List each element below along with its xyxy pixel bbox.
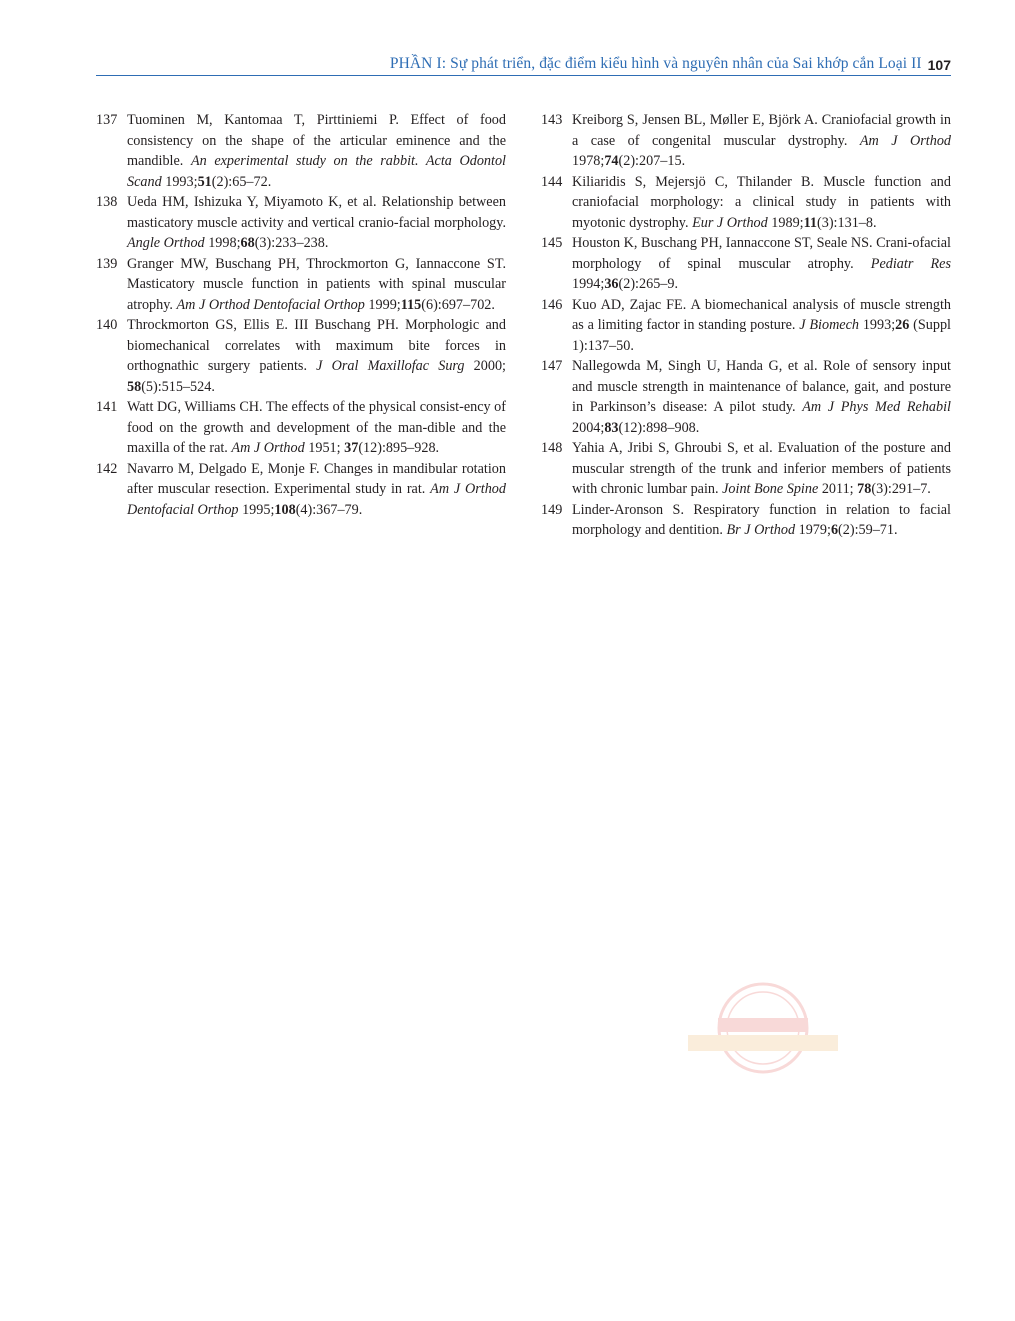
- reference-segment: 2011;: [818, 481, 858, 497]
- reference-number: 147: [541, 358, 563, 374]
- volume-number: 11: [803, 214, 818, 231]
- reference-segment: Houston K, Buschang PH, Iannaccone ST, Seale NS. Crani-ofacial morphology of spinal muscular atrophy.: [572, 235, 951, 272]
- volume-number: 83: [604, 419, 619, 436]
- volume-number: 68: [240, 235, 255, 251]
- chapter-title: PHẦN I: Sự phát triển, đặc điểm kiểu hình và nguyên nhân của Sai khớp cắn Loại II: [389, 55, 922, 72]
- reference-segment: (6):697–702.: [421, 296, 495, 313]
- reference-segment: (Suppl 1):137–50.: [572, 317, 951, 354]
- reference-number: 138: [96, 194, 118, 210]
- reference-item: [96, 397, 506, 459]
- reference-text: [572, 295, 951, 357]
- reference-segment: Nallegowda M, Singh U, Handa G, et al. Role of sensory input and muscle strength in maintenance of balance, gait, and posture in Parkinson’s disease: A pilot study.: [572, 358, 951, 415]
- volume-number: 37: [344, 440, 359, 456]
- reference-item: [541, 500, 951, 541]
- reference-item: [541, 233, 951, 295]
- reference-item: [96, 192, 506, 254]
- reference-number: 146: [541, 296, 563, 313]
- reference-segment: (3):291–7.: [871, 481, 931, 497]
- reference-segment: 1979;: [795, 522, 831, 538]
- reference-segment: (12):898–908.: [618, 419, 700, 436]
- reference-segment: 1993;: [859, 317, 896, 333]
- volume-number: 108: [274, 501, 296, 518]
- journal-name: An experimental study on the rabbit. Acta Odontol Scand: [127, 153, 506, 190]
- reference-segment: Tuominen M, Kantomaa T, Pirttiniemi P. Effect of food consistency on the shape of the articular eminence and the mandible.: [127, 112, 506, 169]
- volume-number: 78: [857, 481, 872, 497]
- reference-segment: 1951;: [304, 440, 345, 456]
- reference-number: 144: [541, 173, 563, 190]
- reference-number: 148: [541, 440, 563, 456]
- volume-number: 36: [604, 276, 619, 292]
- reference-segment: (3):131–8.: [817, 214, 877, 231]
- reference-segment: (2):65–72.: [211, 173, 272, 190]
- reference-segment: 1993;: [161, 173, 198, 190]
- volume-number: 26: [895, 317, 910, 333]
- reference-segment: 1989;: [767, 214, 804, 231]
- reference-number: 149: [541, 501, 563, 518]
- reference-text: [127, 192, 506, 254]
- journal-name: Br J Orthod: [726, 522, 796, 538]
- reference-segment: Granger MW, Buschang PH, Throckmorton G, Iannaccone ST. Masticatory muscle function in patients with spinal muscular atrophy.: [127, 255, 506, 313]
- reference-number: 143: [541, 112, 563, 128]
- reference-text: [127, 254, 506, 316]
- reference-item: [541, 356, 951, 438]
- reference-number: 139: [96, 255, 118, 272]
- volume-number: 58: [127, 378, 142, 395]
- volume-number: 115: [400, 296, 422, 313]
- reference-segment: Kuo AD, Zajac FE. A biomechanical analysis of muscle strength as a limiting factor in standing posture.: [572, 296, 951, 333]
- reference-text: [127, 110, 506, 192]
- reference-number: 145: [541, 235, 563, 251]
- reference-item: [541, 438, 951, 500]
- reference-number: 142: [96, 460, 118, 477]
- reference-text: [572, 356, 951, 438]
- reference-number: 140: [96, 317, 118, 333]
- journal-name: Pediatr Res: [870, 255, 951, 272]
- reference-segment: Watt DG, Williams CH. The effects of the physical consist-ency of food on the growth and development of the man-dible and the maxilla of the rat.: [127, 399, 506, 456]
- volume-number: 51: [197, 173, 212, 190]
- reference-segment: 2000;: [464, 358, 506, 374]
- reference-segment: (2):59–71.: [838, 522, 898, 538]
- journal-name: Am J Orthod: [231, 440, 305, 456]
- reference-item: [96, 459, 506, 521]
- reference-segment: 1998;: [204, 235, 241, 251]
- reference-item: [541, 172, 951, 234]
- watermark-stamp-icon: [688, 980, 838, 1080]
- journal-name: J Biomech: [799, 317, 859, 333]
- reference-number: 137: [96, 112, 118, 128]
- reference-text: [127, 397, 506, 459]
- journal-name: Am J Phys Med Rehabil: [802, 399, 951, 415]
- reference-segment: Yahia A, Jribi S, Ghroubi S, et al. Evaluation of the posture and muscular strength of the trunk and inferior members of patients with chronic lumbar pain.: [572, 440, 951, 497]
- volume-number: 6: [830, 522, 839, 538]
- journal-name: Eur J Orthod: [692, 214, 768, 231]
- reference-segment: (12):895–928.: [358, 440, 440, 456]
- journal-name: J Oral Maxillofac Surg: [316, 358, 465, 374]
- reference-segment: 1999;: [364, 296, 401, 313]
- reference-segment: (2):265–9.: [618, 276, 679, 292]
- reference-segment: Linder-Aronson S. Respiratory function in relation to facial morphology and dentition.: [572, 501, 951, 538]
- reference-item: [96, 254, 506, 316]
- reference-segment: Kreiborg S, Jensen BL, Møller E, Björk A. Craniofacial growth in a case of congenital muscular dystrophy.: [572, 112, 951, 149]
- reference-segment: (2):207–15.: [618, 153, 686, 169]
- reference-item: [541, 295, 951, 357]
- journal-name: Am J Orthod: [859, 132, 952, 149]
- page-number: 107: [927, 57, 951, 73]
- reference-text: [127, 459, 506, 521]
- reference-segment: 1995;: [238, 501, 275, 518]
- reference-text: [572, 500, 951, 541]
- reference-item: [541, 110, 951, 172]
- reference-segment: 2004;: [572, 419, 605, 436]
- reference-segment: (5):515–524.: [141, 378, 215, 395]
- running-header: [96, 50, 951, 76]
- journal-name: Angle Orthod: [127, 235, 205, 251]
- reference-text: [127, 315, 506, 397]
- reference-number: 141: [96, 399, 118, 415]
- reference-text: [572, 110, 951, 172]
- reference-list-left: [96, 110, 506, 520]
- reference-item: [96, 315, 506, 397]
- reference-list-right: [541, 110, 951, 541]
- reference-item: [96, 110, 506, 192]
- reference-segment: 1994;: [572, 276, 605, 292]
- reference-segment: Throckmorton GS, Ellis E. III Buschang PH. Morphologic and biomechanical correlates with maximum bite forces in orthognathic surgery patients.: [127, 317, 506, 374]
- journal-name: Am J Orthod Dentofacial Orthop: [127, 481, 506, 518]
- journal-name: Joint Bone Spine: [722, 481, 819, 497]
- reference-segment: Kiliaridis S, Mejersjö C, Thilander B. Muscle function and craniofacial morphology: a clinical study in patients with myotonic dystrophy.: [572, 173, 951, 231]
- journal-name: Am J Orthod Dentofacial Orthop: [176, 296, 365, 313]
- reference-segment: Ueda HM, Ishizuka Y, Miyamoto K, et al. Relationship between masticatory muscle activity and vertical cranio-facial morphology.: [127, 194, 506, 231]
- reference-text: [572, 438, 951, 500]
- reference-segment: 1978;: [572, 153, 605, 169]
- reference-text: [572, 233, 951, 295]
- reference-text: [572, 172, 951, 234]
- reference-segment: (3):233–238.: [254, 235, 329, 251]
- volume-number: 74: [604, 153, 619, 169]
- reference-segment: (4):367–79.: [295, 501, 363, 518]
- reference-segment: Navarro M, Delgado E, Monje F. Changes in mandibular rotation after muscular resection. Experimental study in rat.: [127, 460, 506, 497]
